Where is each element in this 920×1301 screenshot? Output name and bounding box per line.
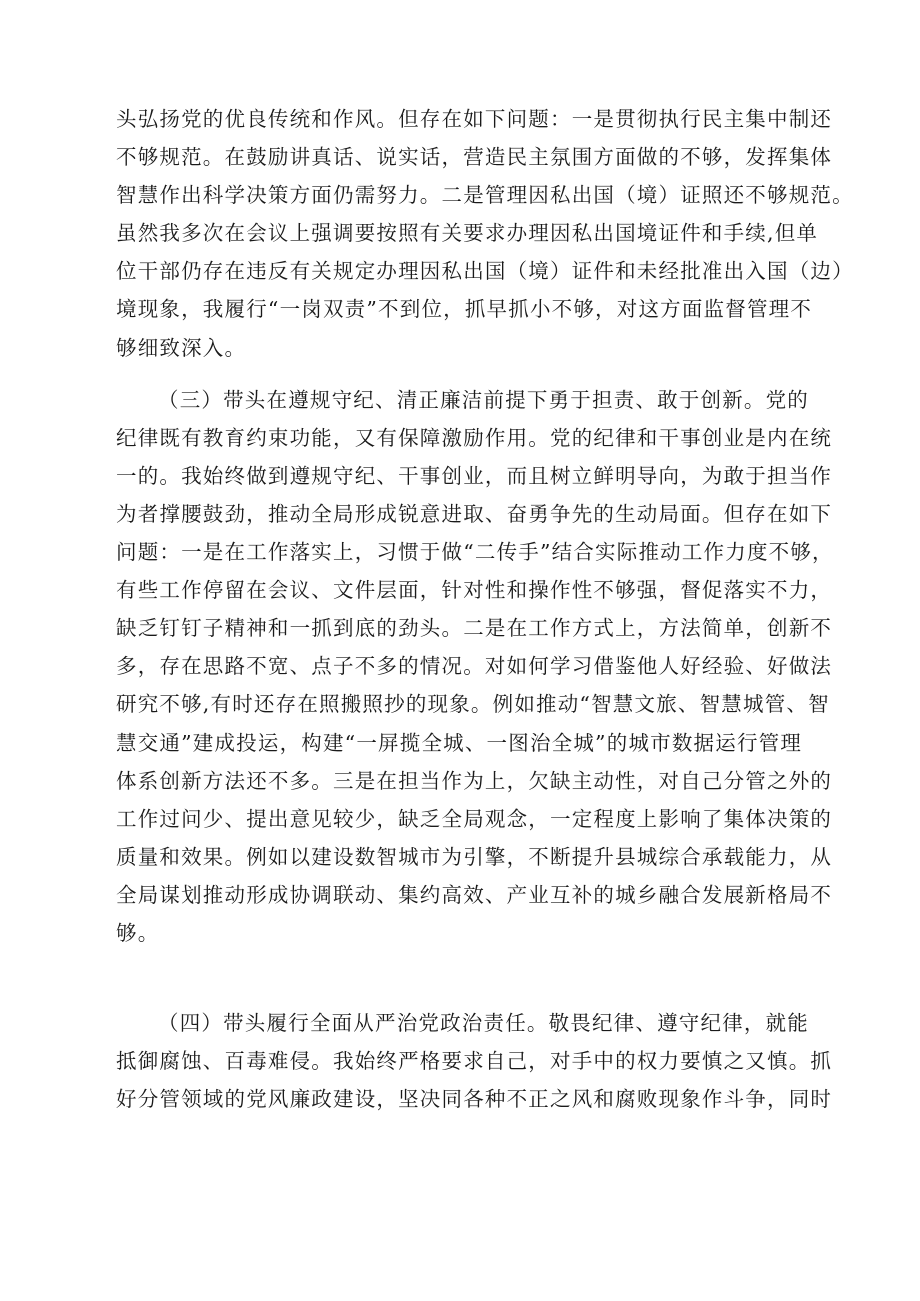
paragraph-line: 工作过问少、提出意见较少，缺乏全局观念，一定程度上影响了集体决策的 <box>116 806 833 831</box>
section-heading-line: （三）带头在遵规守纪、清正廉洁前提下勇于担责、敢于创新。党的 <box>158 387 809 412</box>
section-heading-line: （四）带头履行全面从严治党政治责任。敬畏纪律、遵守纪律，就能 <box>158 1011 809 1036</box>
paragraph-line: 研究不够,有时还存在照搬照抄的现象。例如推动“智慧文旅、智慧城管、智 <box>116 692 830 717</box>
paragraph-line: 够细致深入。 <box>116 335 247 360</box>
paragraph-line: 够。 <box>116 920 160 945</box>
paragraph-line: 有些工作停留在会议、文件层面，针对性和操作性不够强，督促落实不力， <box>116 578 833 603</box>
paragraph-section-4 <box>116 1004 833 1118</box>
paragraph-line: 质量和效果。例如以建设数智城市为引擎，不断提升县城综合承载能力，从 <box>116 844 833 869</box>
paragraph-line: 为者撑腰鼓劲，推动全局形成锐意进取、奋勇争先的生动局面。但存在如下 <box>116 501 833 526</box>
paragraph-line: 好分管领域的党风廉政建设，坚决同各种不正之风和腐败现象作斗争，同时 <box>116 1087 833 1112</box>
paragraph-line: 抵御腐蚀、百毒难侵。我始终严格要求自己，对手中的权力要慎之又慎。抓 <box>116 1049 833 1074</box>
paragraph-line: 问题：一是在工作落实上，习惯于做“二传手”结合实际推动工作力度不够， <box>116 540 834 565</box>
paragraph-line: 纪律既有教育约束功能，又有保障激励作用。党的纪律和干事创业是内在统 <box>116 425 833 450</box>
paragraph-line: 不够规范。在鼓励讲真话、说实话，营造民主氛围方面做的不够，发挥集体 <box>116 145 833 170</box>
paragraph-line: 多，存在思路不宽、点子不多的情况。对如何学习借鉴他人好经验、好做法 <box>116 654 833 679</box>
paragraph-line: 一的。我始终做到遵规守纪、干事创业，而且树立鲜明导向，为敢于担当作 <box>116 463 833 488</box>
document-body <box>116 100 854 1118</box>
paragraph-line: 智慧作出科学决策方面仍需努力。二是管理因私出国（境）证照还不够规范。 <box>116 183 854 208</box>
paragraph-1 <box>116 100 854 367</box>
paragraph-section-3 <box>116 381 834 991</box>
paragraph-line: 头弘扬党的优良传统和作风。但存在如下问题：一是贯彻执行民主集中制还 <box>116 107 833 131</box>
paragraph-line <box>116 952 828 990</box>
paragraph-line: 全局谋划推动形成协调联动、集约高效、产业互补的城乡融合发展新格局不 <box>116 882 833 907</box>
paragraph-line: 位干部仍存在违反有关规定办理因私出国（境）证件和未经批准出入国（边） <box>116 259 854 284</box>
paragraph-line: 虽然我多次在会议上强调要按照有关要求办理因私出国境证件和手续,但单 <box>116 221 819 246</box>
paragraph-line: 境现象，我履行“一岗双责”不到位，抓早抓小不够，对这方面监督管理不 <box>116 297 813 322</box>
paragraph-line: 慧交通”建成投运，构建“一屏揽全城、一图治全城”的城市数据运行管理 <box>116 730 803 755</box>
paragraph-line: 体系创新方法还不多。三是在担当作为上，欠缺主动性，对自己分管之外的 <box>116 768 833 793</box>
paragraph-line: 缺乏钉钉子精神和一抓到底的劲头。二是在工作方式上，方法简单，创新不 <box>116 616 833 641</box>
